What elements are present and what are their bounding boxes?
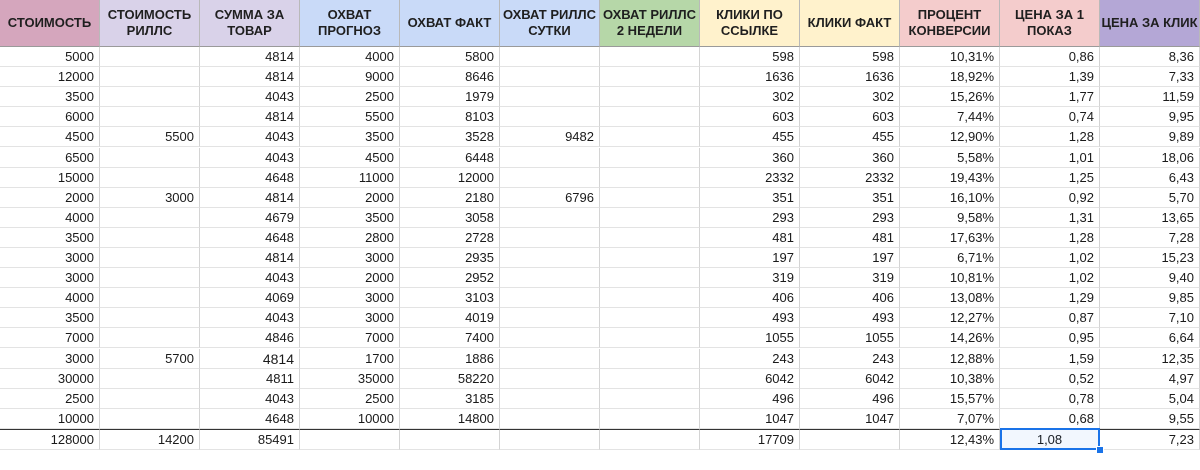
table-cell[interactable]: 4043 [200, 268, 300, 288]
table-cell[interactable]: 455 [800, 127, 900, 147]
table-cell[interactable]: 4069 [200, 288, 300, 308]
table-cell[interactable]: 4814 [200, 188, 300, 208]
table-cell[interactable]: 5700 [100, 349, 200, 369]
table-cell[interactable]: 3528 [400, 127, 500, 147]
table-cell[interactable]: 12,90% [900, 127, 1000, 147]
table-cell[interactable]: 8103 [400, 107, 500, 127]
table-cell[interactable]: 2000 [0, 188, 100, 208]
table-cell[interactable]: 481 [800, 228, 900, 248]
table-cell[interactable]: 9,40 [1100, 268, 1200, 288]
table-cell[interactable]: 12,88% [900, 349, 1000, 369]
table-cell[interactable] [100, 67, 200, 87]
table-cell[interactable]: 6,71% [900, 248, 1000, 268]
table-cell[interactable]: 406 [700, 288, 800, 308]
table-cell[interactable]: 406 [800, 288, 900, 308]
table-cell[interactable]: 3103 [400, 288, 500, 308]
table-cell[interactable]: 319 [800, 268, 900, 288]
table-cell[interactable]: 6448 [400, 148, 500, 168]
table-cell[interactable] [600, 87, 700, 107]
table-cell[interactable] [500, 308, 600, 328]
table-cell[interactable]: 0,52 [1000, 369, 1100, 389]
table-cell[interactable]: 4043 [200, 148, 300, 168]
table-cell[interactable]: 1,59 [1000, 349, 1100, 369]
table-cell[interactable]: 2800 [300, 228, 400, 248]
table-cell[interactable]: 12,27% [900, 308, 1000, 328]
table-cell[interactable] [100, 248, 200, 268]
table-cell[interactable]: 58220 [400, 369, 500, 389]
totals-cell[interactable] [300, 429, 400, 450]
column-header-12[interactable]: ЦЕНА ЗА КЛИК [1100, 0, 1200, 47]
table-cell[interactable]: 0,74 [1000, 107, 1100, 127]
table-cell[interactable] [600, 47, 700, 67]
table-cell[interactable]: 496 [800, 389, 900, 409]
table-cell[interactable] [500, 168, 600, 188]
table-cell[interactable] [600, 148, 700, 168]
table-cell[interactable]: 12000 [0, 67, 100, 87]
table-cell[interactable]: 1,01 [1000, 148, 1100, 168]
table-cell[interactable]: 1,25 [1000, 168, 1100, 188]
table-cell[interactable] [100, 148, 200, 168]
totals-cell[interactable]: 85491 [200, 429, 300, 450]
table-cell[interactable]: 197 [700, 248, 800, 268]
table-cell[interactable]: 11000 [300, 168, 400, 188]
column-header-6[interactable]: ОХВАТ РИЛЛС СУТКИ [500, 0, 600, 47]
table-cell[interactable]: 8646 [400, 67, 500, 87]
table-cell[interactable]: 8,36 [1100, 47, 1200, 67]
table-cell[interactable]: 4814 [200, 47, 300, 67]
table-cell[interactable]: 351 [800, 188, 900, 208]
table-cell[interactable]: 6,43 [1100, 168, 1200, 188]
table-cell[interactable] [500, 148, 600, 168]
table-cell[interactable]: 1055 [800, 328, 900, 348]
totals-cell[interactable] [400, 429, 500, 450]
table-cell[interactable]: 1979 [400, 87, 500, 107]
table-cell[interactable] [600, 268, 700, 288]
table-cell[interactable]: 0,92 [1000, 188, 1100, 208]
table-cell[interactable] [600, 288, 700, 308]
table-cell[interactable]: 4500 [300, 148, 400, 168]
totals-cell[interactable] [800, 429, 900, 450]
table-cell[interactable] [500, 248, 600, 268]
table-cell[interactable]: 5,58% [900, 148, 1000, 168]
totals-cell[interactable]: 17709 [700, 429, 800, 450]
table-cell[interactable]: 3500 [300, 208, 400, 228]
table-cell[interactable]: 7400 [400, 328, 500, 348]
column-header-9[interactable]: КЛИКИ ФАКТ [800, 0, 900, 47]
table-cell[interactable] [600, 328, 700, 348]
table-cell[interactable] [500, 67, 600, 87]
table-cell[interactable]: 2500 [0, 389, 100, 409]
table-cell[interactable] [600, 349, 700, 369]
table-cell[interactable] [600, 389, 700, 409]
table-cell[interactable]: 6042 [800, 369, 900, 389]
table-cell[interactable]: 4043 [200, 308, 300, 328]
table-cell[interactable] [100, 409, 200, 429]
table-cell[interactable]: 3000 [300, 288, 400, 308]
totals-cell[interactable] [500, 429, 600, 450]
table-cell[interactable]: 14,26% [900, 328, 1000, 348]
table-cell[interactable]: 302 [800, 87, 900, 107]
table-cell[interactable]: 6,64 [1100, 328, 1200, 348]
table-cell[interactable]: 4500 [0, 127, 100, 147]
table-cell[interactable]: 10,38% [900, 369, 1000, 389]
table-cell[interactable]: 3185 [400, 389, 500, 409]
table-cell[interactable] [600, 369, 700, 389]
table-cell[interactable]: 10000 [0, 409, 100, 429]
column-header-1[interactable]: СТОИМОСТЬ [0, 0, 100, 47]
table-cell[interactable]: 1055 [700, 328, 800, 348]
table-cell[interactable]: 243 [700, 349, 800, 369]
table-cell[interactable]: 18,92% [900, 67, 1000, 87]
table-cell[interactable]: 4000 [0, 288, 100, 308]
table-cell[interactable]: 7,44% [900, 107, 1000, 127]
table-cell[interactable]: 360 [800, 148, 900, 168]
table-cell[interactable]: 1700 [300, 349, 400, 369]
table-cell[interactable]: 4648 [200, 228, 300, 248]
table-cell[interactable]: 3500 [0, 87, 100, 107]
table-cell[interactable]: 2935 [400, 248, 500, 268]
table-cell[interactable] [100, 268, 200, 288]
table-cell[interactable]: 3058 [400, 208, 500, 228]
table-cell[interactable]: 4811 [200, 369, 300, 389]
table-cell[interactable] [600, 168, 700, 188]
table-cell[interactable]: 351 [700, 188, 800, 208]
table-cell[interactable]: 5,70 [1100, 188, 1200, 208]
table-cell[interactable] [100, 47, 200, 67]
table-cell[interactable]: 7000 [0, 328, 100, 348]
table-cell[interactable]: 2000 [300, 188, 400, 208]
table-cell[interactable]: 1,29 [1000, 288, 1100, 308]
table-cell[interactable]: 30000 [0, 369, 100, 389]
table-cell[interactable]: 2500 [300, 87, 400, 107]
table-cell[interactable]: 493 [800, 308, 900, 328]
table-cell[interactable]: 243 [800, 349, 900, 369]
table-cell[interactable]: 12000 [400, 168, 500, 188]
table-cell[interactable]: 2332 [800, 168, 900, 188]
table-cell[interactable]: 603 [800, 107, 900, 127]
table-cell[interactable]: 10,81% [900, 268, 1000, 288]
totals-cell[interactable]: 7,23 [1100, 429, 1200, 450]
table-cell[interactable]: 1047 [700, 409, 800, 429]
table-cell[interactable] [500, 268, 600, 288]
table-cell[interactable]: 4814 [200, 67, 300, 87]
totals-cell[interactable] [600, 429, 700, 450]
table-cell[interactable]: 1,31 [1000, 208, 1100, 228]
table-cell[interactable]: 598 [800, 47, 900, 67]
column-header-3[interactable]: СУММА ЗА ТОВАР [200, 0, 300, 47]
table-cell[interactable]: 2180 [400, 188, 500, 208]
table-cell[interactable]: 5500 [300, 107, 400, 127]
table-cell[interactable] [100, 168, 200, 188]
table-cell[interactable]: 5500 [100, 127, 200, 147]
totals-cell[interactable]: 12,43% [900, 429, 1000, 450]
table-cell[interactable] [500, 87, 600, 107]
table-cell[interactable]: 10,31% [900, 47, 1000, 67]
table-cell[interactable]: 9,58% [900, 208, 1000, 228]
table-cell[interactable]: 9000 [300, 67, 400, 87]
table-cell[interactable] [600, 228, 700, 248]
table-cell[interactable]: 4000 [300, 47, 400, 67]
table-cell[interactable]: 360 [700, 148, 800, 168]
table-cell[interactable] [500, 107, 600, 127]
table-cell[interactable]: 2952 [400, 268, 500, 288]
table-cell[interactable]: 9,89 [1100, 127, 1200, 147]
table-cell[interactable]: 3000 [100, 188, 200, 208]
table-cell[interactable]: 1,02 [1000, 268, 1100, 288]
table-cell[interactable]: 9,85 [1100, 288, 1200, 308]
table-cell[interactable]: 293 [800, 208, 900, 228]
table-cell[interactable]: 1636 [800, 67, 900, 87]
table-cell[interactable] [500, 228, 600, 248]
table-cell[interactable] [100, 208, 200, 228]
table-cell[interactable]: 4814 [200, 349, 300, 369]
table-cell[interactable]: 4648 [200, 168, 300, 188]
table-cell[interactable]: 15,26% [900, 87, 1000, 107]
table-cell[interactable]: 4846 [200, 328, 300, 348]
table-cell[interactable]: 319 [700, 268, 800, 288]
table-cell[interactable] [100, 288, 200, 308]
totals-cell[interactable]: 1,08 [1000, 429, 1100, 450]
totals-cell[interactable]: 128000 [0, 429, 100, 450]
table-cell[interactable] [100, 87, 200, 107]
table-cell[interactable]: 15,23 [1100, 248, 1200, 268]
table-cell[interactable] [600, 107, 700, 127]
table-cell[interactable]: 0,78 [1000, 389, 1100, 409]
table-cell[interactable]: 5000 [0, 47, 100, 67]
table-cell[interactable]: 1636 [700, 67, 800, 87]
column-header-8[interactable]: КЛИКИ ПО ССЫЛКЕ [700, 0, 800, 47]
table-cell[interactable] [500, 409, 600, 429]
table-cell[interactable]: 6500 [0, 148, 100, 168]
table-cell[interactable] [500, 389, 600, 409]
table-cell[interactable]: 2000 [300, 268, 400, 288]
table-cell[interactable] [600, 409, 700, 429]
table-cell[interactable]: 3500 [300, 127, 400, 147]
table-cell[interactable]: 15,57% [900, 389, 1000, 409]
column-header-2[interactable]: СТОИМОСТЬ РИЛЛС [100, 0, 200, 47]
table-cell[interactable]: 13,08% [900, 288, 1000, 308]
table-cell[interactable]: 3000 [300, 248, 400, 268]
table-cell[interactable]: 15000 [0, 168, 100, 188]
table-cell[interactable]: 19,43% [900, 168, 1000, 188]
table-cell[interactable]: 3000 [0, 248, 100, 268]
table-cell[interactable]: 13,65 [1100, 208, 1200, 228]
table-cell[interactable]: 9482 [500, 127, 600, 147]
table-cell[interactable]: 7,07% [900, 409, 1000, 429]
table-cell[interactable]: 5800 [400, 47, 500, 67]
table-cell[interactable]: 4,97 [1100, 369, 1200, 389]
table-cell[interactable]: 3500 [0, 228, 100, 248]
table-cell[interactable] [600, 248, 700, 268]
table-cell[interactable]: 2332 [700, 168, 800, 188]
table-cell[interactable]: 35000 [300, 369, 400, 389]
table-cell[interactable] [500, 328, 600, 348]
table-cell[interactable] [600, 208, 700, 228]
table-cell[interactable]: 1047 [800, 409, 900, 429]
table-cell[interactable]: 2728 [400, 228, 500, 248]
column-header-11[interactable]: ЦЕНА ЗА 1 ПОКАЗ [1000, 0, 1100, 47]
table-cell[interactable]: 496 [700, 389, 800, 409]
table-cell[interactable]: 7,10 [1100, 308, 1200, 328]
table-cell[interactable] [500, 288, 600, 308]
table-cell[interactable]: 9,95 [1100, 107, 1200, 127]
table-cell[interactable] [600, 127, 700, 147]
table-cell[interactable]: 4019 [400, 308, 500, 328]
table-cell[interactable]: 1886 [400, 349, 500, 369]
table-cell[interactable]: 11,59 [1100, 87, 1200, 107]
table-cell[interactable]: 3000 [0, 349, 100, 369]
table-cell[interactable] [100, 389, 200, 409]
table-cell[interactable]: 0,86 [1000, 47, 1100, 67]
table-cell[interactable]: 302 [700, 87, 800, 107]
table-cell[interactable]: 17,63% [900, 228, 1000, 248]
table-cell[interactable]: 455 [700, 127, 800, 147]
table-cell[interactable]: 1,77 [1000, 87, 1100, 107]
table-cell[interactable]: 16,10% [900, 188, 1000, 208]
table-cell[interactable] [100, 369, 200, 389]
table-cell[interactable]: 1,02 [1000, 248, 1100, 268]
table-cell[interactable]: 14800 [400, 409, 500, 429]
table-cell[interactable]: 4648 [200, 409, 300, 429]
table-cell[interactable]: 4043 [200, 389, 300, 409]
table-cell[interactable] [600, 188, 700, 208]
table-cell[interactable]: 598 [700, 47, 800, 67]
table-cell[interactable]: 4679 [200, 208, 300, 228]
fill-handle[interactable] [1096, 446, 1104, 454]
table-cell[interactable]: 9,55 [1100, 409, 1200, 429]
table-cell[interactable]: 18,06 [1100, 148, 1200, 168]
table-cell[interactable]: 6796 [500, 188, 600, 208]
table-cell[interactable] [500, 47, 600, 67]
table-cell[interactable]: 7,33 [1100, 67, 1200, 87]
table-cell[interactable]: 3500 [0, 308, 100, 328]
table-cell[interactable] [600, 308, 700, 328]
table-cell[interactable]: 2500 [300, 389, 400, 409]
table-cell[interactable]: 3000 [0, 268, 100, 288]
table-cell[interactable]: 197 [800, 248, 900, 268]
table-cell[interactable]: 0,68 [1000, 409, 1100, 429]
table-cell[interactable] [500, 369, 600, 389]
table-cell[interactable] [100, 308, 200, 328]
totals-cell[interactable]: 14200 [100, 429, 200, 450]
table-cell[interactable]: 3000 [300, 308, 400, 328]
table-cell[interactable]: 481 [700, 228, 800, 248]
table-cell[interactable]: 493 [700, 308, 800, 328]
table-cell[interactable] [100, 328, 200, 348]
table-cell[interactable]: 7,28 [1100, 228, 1200, 248]
column-header-7[interactable]: ОХВАТ РИЛЛС 2 НЕДЕЛИ [600, 0, 700, 47]
table-cell[interactable] [100, 228, 200, 248]
table-cell[interactable]: 10000 [300, 409, 400, 429]
table-cell[interactable]: 4043 [200, 87, 300, 107]
table-cell[interactable]: 6000 [0, 107, 100, 127]
table-cell[interactable] [500, 208, 600, 228]
table-cell[interactable]: 0,87 [1000, 308, 1100, 328]
table-cell[interactable]: 1,39 [1000, 67, 1100, 87]
table-cell[interactable]: 4814 [200, 107, 300, 127]
column-header-5[interactable]: ОХВАТ ФАКТ [400, 0, 500, 47]
table-cell[interactable]: 12,35 [1100, 349, 1200, 369]
table-cell[interactable]: 4043 [200, 127, 300, 147]
table-cell[interactable]: 0,95 [1000, 328, 1100, 348]
table-cell[interactable]: 1,28 [1000, 228, 1100, 248]
active-cell-selection[interactable] [1000, 428, 1100, 450]
table-cell[interactable]: 603 [700, 107, 800, 127]
table-cell[interactable]: 4000 [0, 208, 100, 228]
table-cell[interactable]: 4814 [200, 248, 300, 268]
table-cell[interactable]: 5,04 [1100, 389, 1200, 409]
column-header-4[interactable]: ОХВАТ ПРОГНОЗ [300, 0, 400, 47]
table-cell[interactable]: 293 [700, 208, 800, 228]
table-cell[interactable] [100, 107, 200, 127]
table-cell[interactable] [600, 67, 700, 87]
table-cell[interactable]: 1,28 [1000, 127, 1100, 147]
table-cell[interactable]: 6042 [700, 369, 800, 389]
table-cell[interactable] [500, 349, 600, 369]
table-cell[interactable]: 7000 [300, 328, 400, 348]
column-header-10[interactable]: ПРОЦЕНТ КОНВЕРСИИ [900, 0, 1000, 47]
